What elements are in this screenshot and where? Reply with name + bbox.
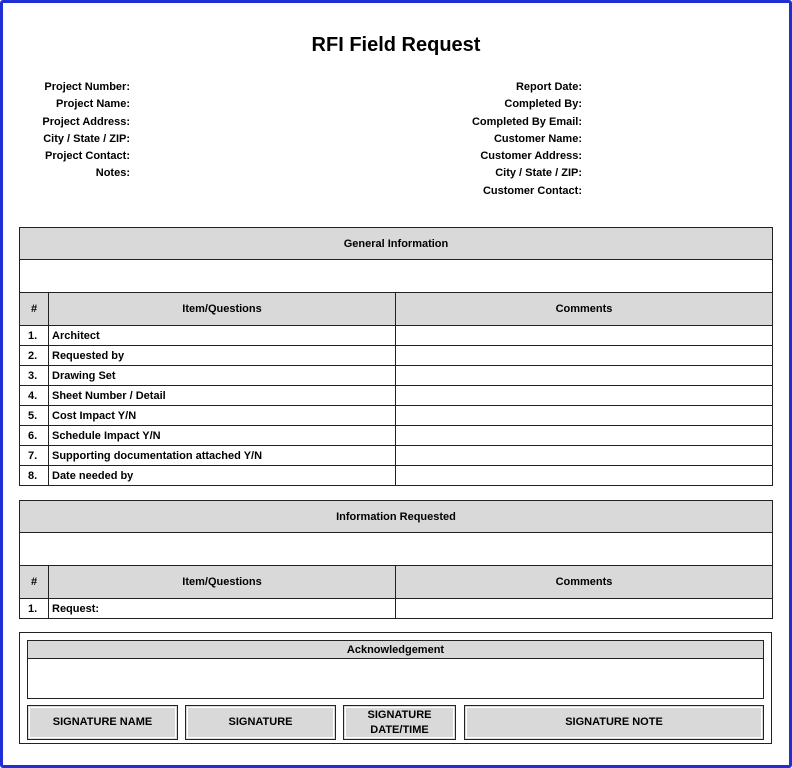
column-header-comments: Comments <box>396 566 773 599</box>
row-comment-cell[interactable] <box>396 466 773 486</box>
table-row <box>20 366 773 386</box>
row-number: 4. <box>20 386 49 406</box>
signature-date-line1: SIGNATURE <box>367 708 432 721</box>
table-row <box>20 346 773 366</box>
row-number: 7. <box>20 446 49 466</box>
project-fields <box>42 79 130 183</box>
general-information-notes-area[interactable] <box>20 260 773 293</box>
general-information-table <box>19 227 773 486</box>
page-title: RFI Field Request <box>311 34 481 56</box>
acknowledgement-heading: Acknowledgement <box>27 640 764 659</box>
field-city-state-zip: City / State / ZIP: <box>43 132 130 145</box>
field-completed-by-email: Completed By Email: <box>471 115 582 128</box>
field-project-name: Project Name: <box>56 98 130 111</box>
row-item: Supporting documentation attached Y/N <box>49 446 396 466</box>
table-row <box>20 406 773 426</box>
table-row <box>20 466 773 486</box>
row-number: 2. <box>20 346 49 366</box>
field-completed-by: Completed By: <box>504 98 582 111</box>
row-item: Drawing Set <box>49 366 396 386</box>
acknowledgement-text-area[interactable] <box>27 659 764 699</box>
row-number: 3. <box>20 366 49 386</box>
row-comment-cell[interactable] <box>396 426 773 446</box>
signature-note-box[interactable] <box>464 705 764 740</box>
table-row <box>20 446 773 466</box>
field-customer-address: Customer Address: <box>480 150 582 163</box>
information-requested-table <box>19 500 773 619</box>
field-customer-city-state-zip: City / State / ZIP: <box>495 167 582 180</box>
row-item: Sheet Number / Detail <box>49 386 396 406</box>
row-item: Cost Impact Y/N <box>49 406 396 426</box>
signature-date-time-label <box>368 708 432 738</box>
table-row <box>20 386 773 406</box>
row-item: Requested by <box>49 346 396 366</box>
signature-date-time-box[interactable] <box>343 705 456 740</box>
row-item: Architect <box>49 326 396 346</box>
row-item: Schedule Impact Y/N <box>49 426 396 446</box>
row-number: 1. <box>20 599 49 619</box>
row-comment-cell[interactable] <box>396 346 773 366</box>
field-project-contact: Project Contact: <box>45 150 130 163</box>
report-fields <box>472 79 582 200</box>
table-row <box>20 326 773 346</box>
table-row <box>20 599 773 619</box>
row-number: 8. <box>20 466 49 486</box>
column-header-comments: Comments <box>396 293 773 326</box>
row-number: 1. <box>20 326 49 346</box>
information-requested-notes-area[interactable] <box>20 533 773 566</box>
signature-label: SIGNATURE <box>228 716 293 728</box>
field-project-address: Project Address: <box>42 115 130 128</box>
row-number: 6. <box>20 426 49 446</box>
row-comment-cell[interactable] <box>396 406 773 426</box>
row-comment-cell[interactable] <box>396 366 773 386</box>
row-comment-cell[interactable] <box>396 386 773 406</box>
column-header-item: Item/Questions <box>49 293 396 326</box>
row-comment-cell[interactable] <box>396 326 773 346</box>
row-comment-cell[interactable] <box>396 599 773 619</box>
signature-name-box[interactable] <box>27 705 178 740</box>
field-notes: Notes: <box>95 167 130 180</box>
information-requested-heading: Information Requested <box>20 501 773 533</box>
field-project-number: Project Number: <box>44 81 130 93</box>
row-number: 5. <box>20 406 49 426</box>
signature-box[interactable] <box>185 705 336 740</box>
general-information-heading: General Information <box>20 228 773 260</box>
row-comment-cell[interactable] <box>396 446 773 466</box>
column-header-number: # <box>20 566 49 599</box>
row-item: Request: <box>49 599 396 619</box>
row-item: Date needed by <box>49 466 396 486</box>
signature-date-line2: DATE/TIME <box>370 723 429 736</box>
table-row <box>20 426 773 446</box>
field-customer-contact: Customer Contact: <box>482 184 582 197</box>
column-header-number: # <box>20 293 49 326</box>
acknowledgement-section <box>19 632 772 744</box>
signature-name-label: SIGNATURE NAME <box>52 716 153 728</box>
field-customer-name: Customer Name: <box>493 132 582 145</box>
signature-note-label: SIGNATURE NOTE <box>565 716 663 728</box>
column-header-item: Item/Questions <box>49 566 396 599</box>
field-report-date: Report Date: <box>515 81 582 93</box>
